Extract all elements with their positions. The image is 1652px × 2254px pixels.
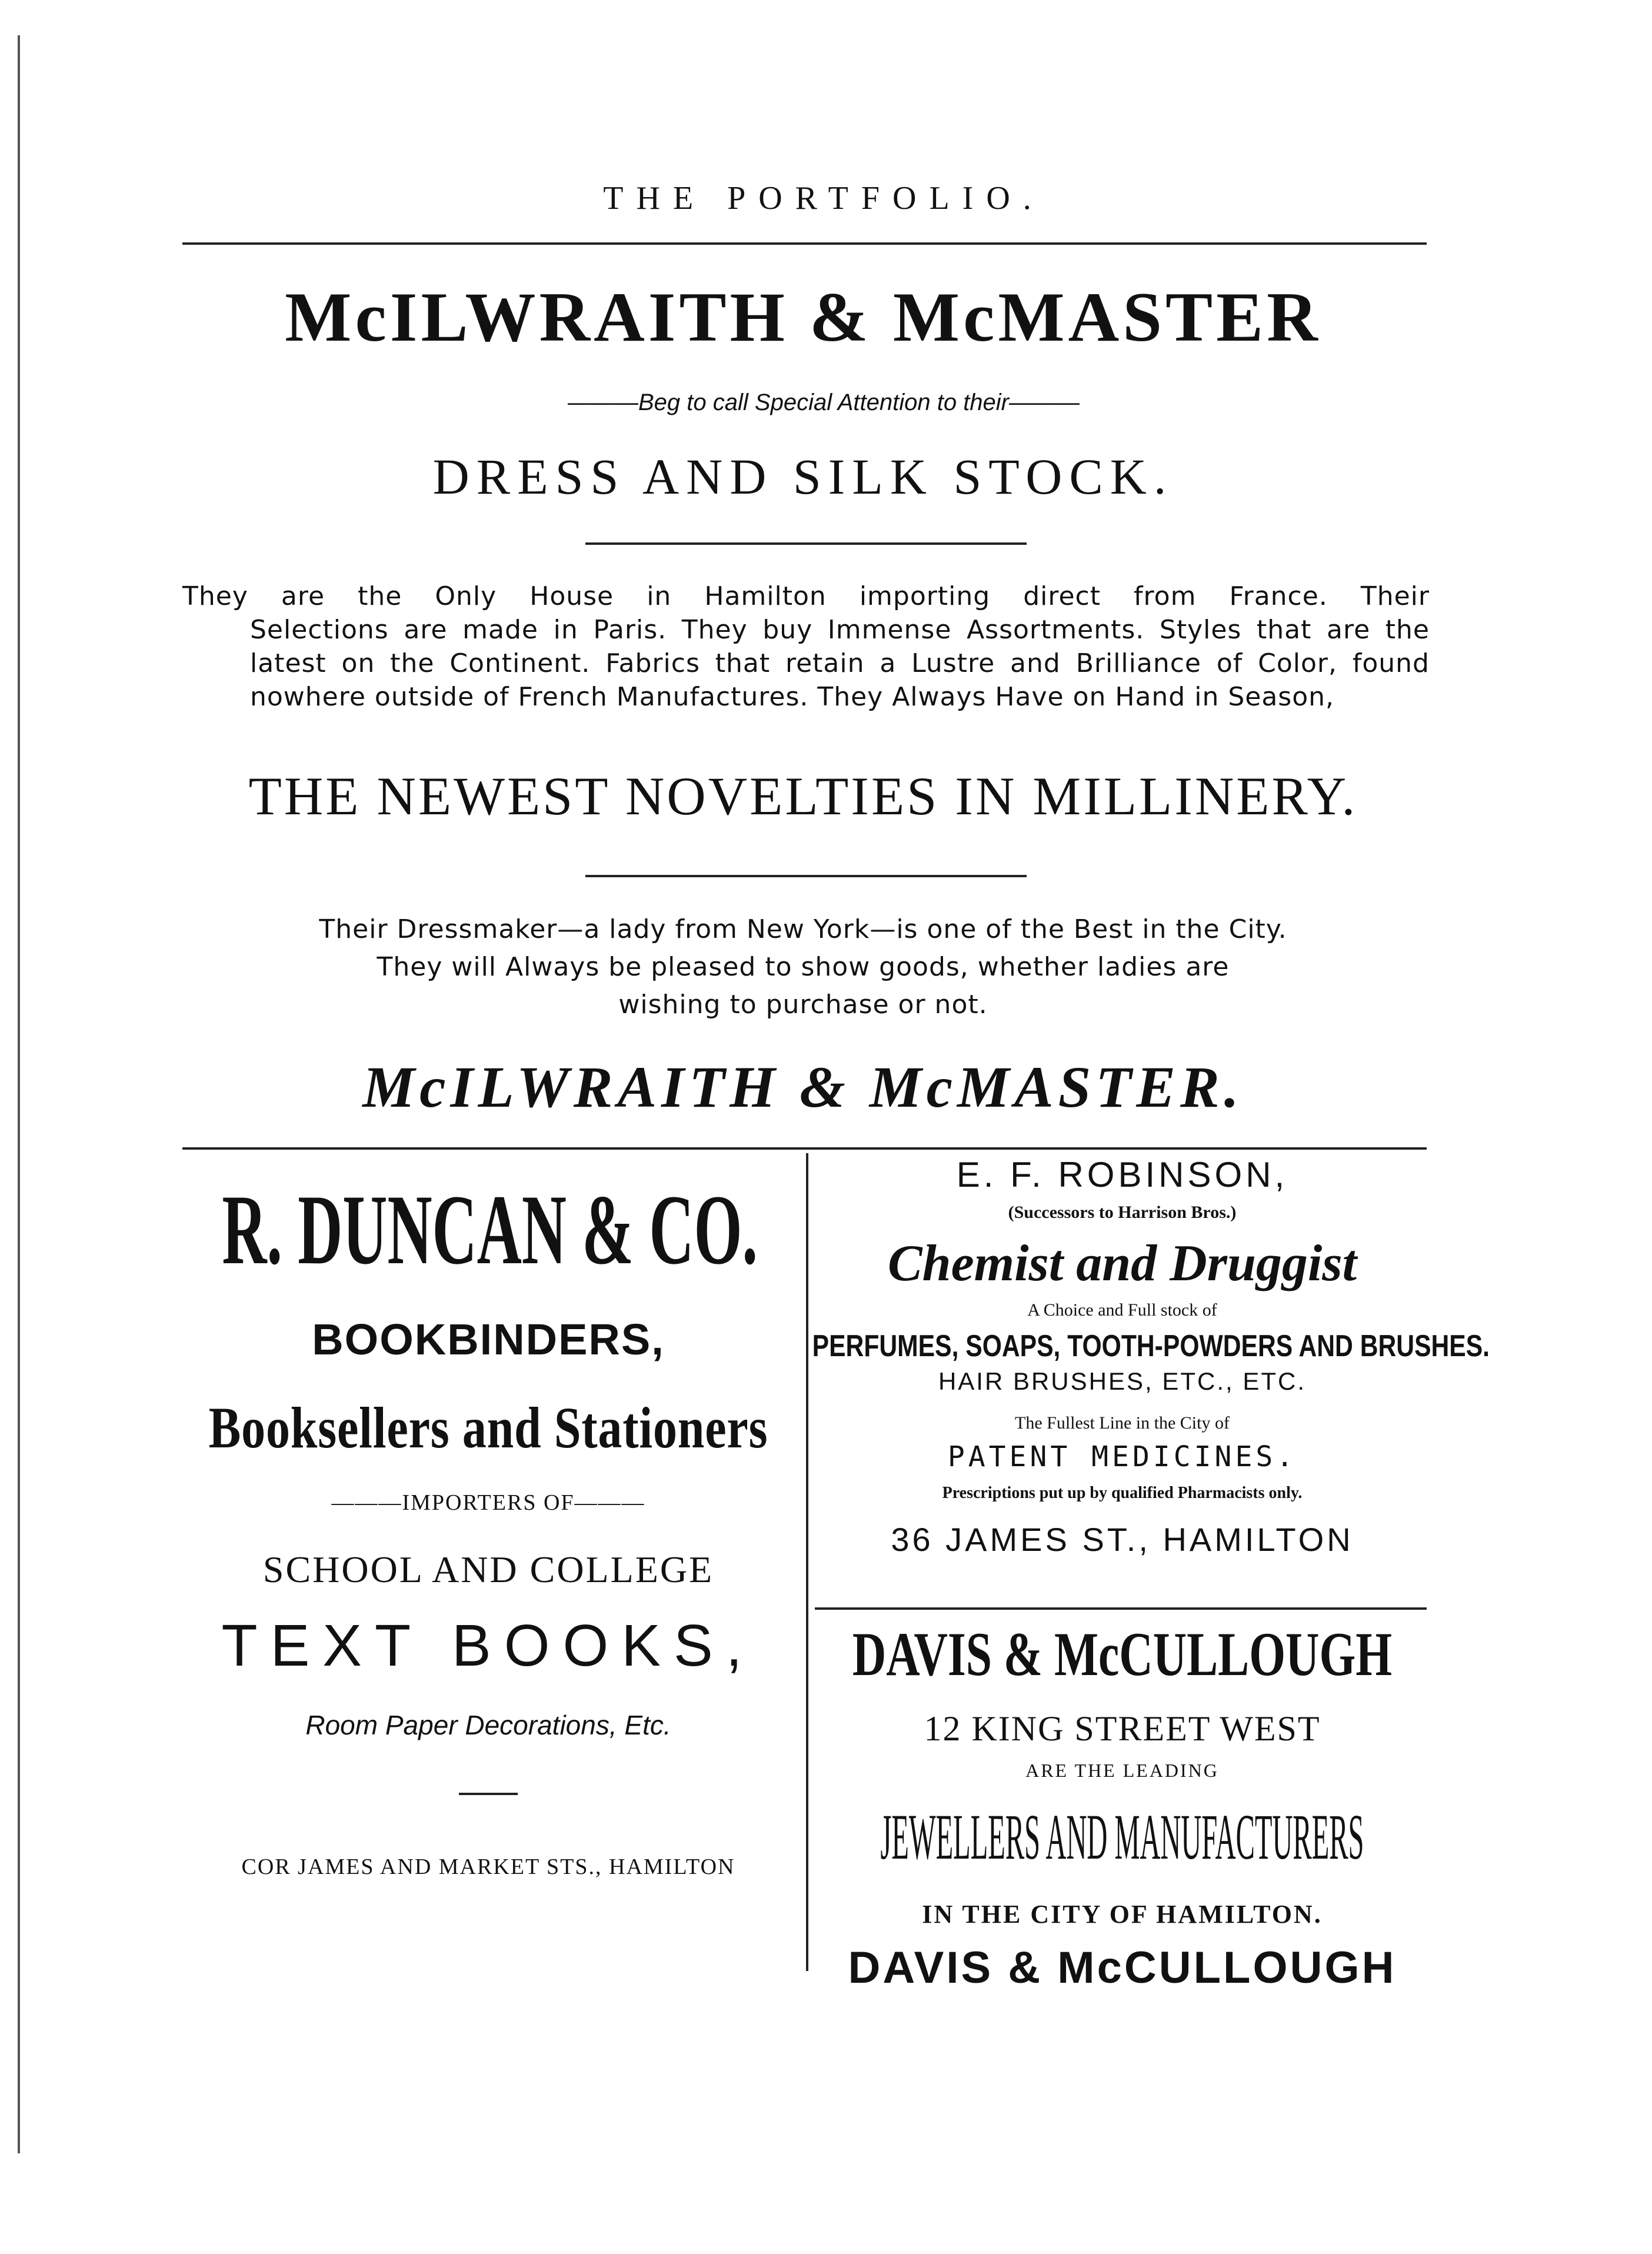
mcilwraith-rule-1 [585,542,1027,545]
tagline-dash-left: ——— [568,389,638,415]
mcilwraith-tagline: Beg to call Special Attention to their [638,389,1009,415]
davis-signature: DAVIS & McCULLOUGH [848,1943,1397,1993]
dressmaker-line-2: They will Always be pleased to show goods, whether ladies are [377,952,1230,982]
importers-dash-right: ——— [574,1490,645,1515]
scan-margin-line [18,35,20,2153]
davis-street: 12 KING STREET WEST [924,1709,1321,1748]
page-header: THE PORTFOLIO. [603,180,1044,217]
robinson-bottom-rule [815,1607,1427,1610]
duncan-textbooks: TEXT BOOKS, [221,1613,755,1679]
davis-city: IN THE CITY OF HAMILTON. [922,1900,1323,1929]
header-rule [182,242,1427,245]
duncan-importers: IMPORTERS OF [402,1490,575,1515]
paragraph-first-line: They are the Only House in Hamilton importing direct from France. Their [182,581,1430,611]
section-rule [182,1147,1427,1150]
mcilwraith-rule-2 [585,875,1027,877]
robinson-choice: A Choice and Full stock of [1027,1300,1217,1320]
mcilwraith-headline: DRESS AND SILK STOCK. [432,448,1174,505]
duncan-importers-row [176,1490,800,1516]
robinson-ad [812,1154,1490,1559]
davis-jewellers: JEWELLERS AND MANUFACTURERS [880,1801,1364,1873]
duncan-school: SCHOOL AND COLLEGE [262,1549,714,1590]
duncan-short-rule [459,1793,518,1795]
duncan-ad [176,1171,800,1880]
tagline-dash-right: ——— [1009,389,1080,415]
robinson-successors: (Successors to Harrison Bros.) [1008,1203,1237,1222]
duncan-name: R. DUNCAN & CO. [222,1174,758,1285]
duncan-room: Room Paper Decorations, Etc. [305,1710,671,1740]
duncan-trade: BOOKBINDERS, [312,1315,665,1364]
robinson-trade: Chemist and Druggist [887,1235,1357,1292]
robinson-fullest: The Fullest Line in the City of [1015,1413,1230,1433]
robinson-address: 36 JAMES ST., HAMILTON [891,1521,1354,1558]
mcilwraith-name: McILWRAITH & McMASTER [285,278,1321,356]
robinson-prescriptions: Prescriptions put up by qualified Pharmacists only. [942,1484,1303,1502]
davis-ad [815,1619,1430,1993]
robinson-perfumes: PERFUMES, SOAPS, TOOTH-POWDERS AND BRUSHES. [812,1329,1490,1363]
mcilwraith-signature: McILWRAITH & McMASTER. [362,1054,1244,1120]
dressmaker-block [176,911,1430,1024]
dressmaker-line-1: Their Dressmaker—a lady from New York—is one of the Best in the City. [319,914,1287,944]
davis-name: DAVIS & McCULLOUGH [852,1620,1393,1689]
mcilwraith-tagline-row [353,389,1294,416]
column-divider [806,1153,808,1971]
robinson-patent: PATENT MEDICINES. [947,1440,1297,1473]
dressmaker-line-3: wishing to purchase or not. [618,990,988,1020]
robinson-name: E. F. ROBINSON, [956,1155,1288,1194]
mcilwraith-novelties: THE NEWEST NOVELTIES IN MILLINERY. [248,766,1358,826]
duncan-address: COR JAMES AND MARKET STS., HAMILTON [241,1855,735,1879]
robinson-hair: HAIR BRUSHES, ETC., ETC. [938,1367,1307,1395]
duncan-subtitle: Booksellers and Stationers [208,1395,768,1460]
importers-dash-left: ——— [331,1490,402,1515]
davis-leading: ARE THE LEADING [1025,1760,1219,1781]
paragraph-rest: Selections are made in Paris. They buy Immense Assortments. Styles that are the latest on the Continent. Fabrics that retain a Lustre and Brilliance of Color, found nowhere outside of French Manufactures. They Always Have on Hand in Season, [250,615,1430,712]
mcilwraith-paragraph [182,580,1430,714]
